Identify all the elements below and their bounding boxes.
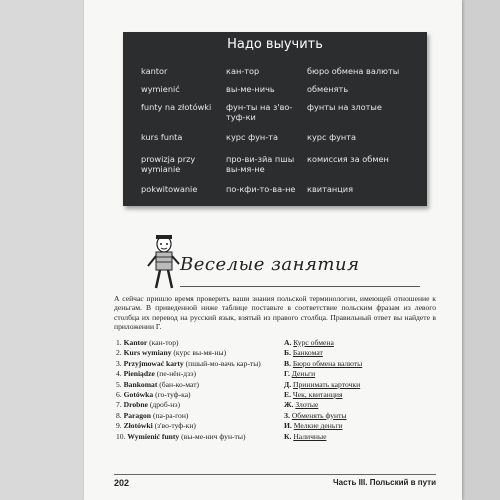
list-item: И. Мелкие деньги <box>284 421 343 431</box>
vocab-russian: бюро обмена валюты <box>307 66 400 76</box>
footer-divider <box>114 474 436 475</box>
vocab-pronunciation: вы-ме-ничь <box>226 84 275 94</box>
vocab-polish: wymienić <box>141 84 180 94</box>
list-item: З. Обменять фунты <box>284 410 347 420</box>
list-item: 1. Kantor (кан-тор) <box>116 338 179 347</box>
vocab-russian: квитанция <box>307 184 354 194</box>
page-number: 202 <box>114 478 130 488</box>
vocab-pronunciation: фун-ты на з'во-туф-ки <box>226 102 293 122</box>
vocab-polish: pokwitowanie <box>141 184 198 194</box>
list-item: К. Наличные <box>284 431 327 441</box>
list-item: 5. Bankomat (бан-ко-мат) <box>116 379 200 389</box>
book-page <box>84 0 462 500</box>
vocab-russian: курс фунта <box>307 132 357 142</box>
list-item: 4. Pieniądze (пе-нён-дзэ) <box>116 369 196 379</box>
page-edge <box>462 0 500 500</box>
vocab-polish: kurs funta <box>141 132 183 142</box>
list-item: 7. Drobne (дроб-нэ) <box>116 400 181 410</box>
vocab-polish: kantor <box>141 66 168 76</box>
list-item: 2. Kurs wymiany (курс вы-мя-ны) <box>116 348 227 358</box>
polish-phrases-list <box>116 338 286 442</box>
section-title: Веселые занятия <box>180 254 360 275</box>
vocab-pronunciation: про-ви-зйа пшы вы-мя-не <box>226 154 295 174</box>
list-item: 9. Złotówki (з'во-туф-ки) <box>116 421 196 431</box>
vocabulary-title: Надо выучить <box>227 37 323 52</box>
list-item: В. Бюро обмена валюты <box>284 358 363 368</box>
list-item: 6. Gotówka (го-туф-ка) <box>116 389 191 399</box>
section-divider <box>180 286 420 287</box>
vocab-pronunciation: кан-тор <box>226 66 260 76</box>
list-item: Е. Чек, квитанция <box>284 389 343 399</box>
vocabulary-board <box>123 32 427 206</box>
list-item: Ж. Злотые <box>284 400 319 410</box>
list-item: 8. Paragon (па-ра-гон) <box>116 410 189 420</box>
vocab-russian: обменять <box>307 84 349 94</box>
russian-translations-list <box>284 338 434 442</box>
vocab-russian: комиссия за обмен <box>307 154 389 164</box>
list-item: А. Курс обмена <box>284 338 334 347</box>
vocab-pronunciation: курс фун-та <box>226 132 279 142</box>
list-item: Б. Банкомат <box>284 348 323 358</box>
cartoon-mascot-icon <box>142 232 182 290</box>
vocab-russian: фунты на злотые <box>307 102 382 112</box>
list-item: 10. Wymienić funty (вы-ме-нич фун-ты) <box>116 431 246 441</box>
exercise-intro: А сейчас пришло время проверить ваши знания польской терминологии, имеющей отношение к деньгам. В приведенной ниже таблице поставьте в соответствие польским фразам из левого столбца их перевод на русский язык, взятый из правого столбца. Правильный ответ вы найдете в приложении Г. <box>114 294 436 332</box>
list-item: Г. Деньги <box>284 369 316 379</box>
list-item: 3. Przyjmować karty (пшый-мо-вачь кар-ты) <box>116 358 261 368</box>
vocab-polish: prowizja przy wymianie <box>141 154 196 174</box>
vocab-pronunciation: по-кфи-то-ва-не <box>226 184 296 194</box>
vocab-polish: funty na złotówki <box>141 102 212 112</box>
list-item: Д. Принимать карточки <box>284 379 361 389</box>
part-title: Часть III. Польский в пути <box>333 478 436 487</box>
